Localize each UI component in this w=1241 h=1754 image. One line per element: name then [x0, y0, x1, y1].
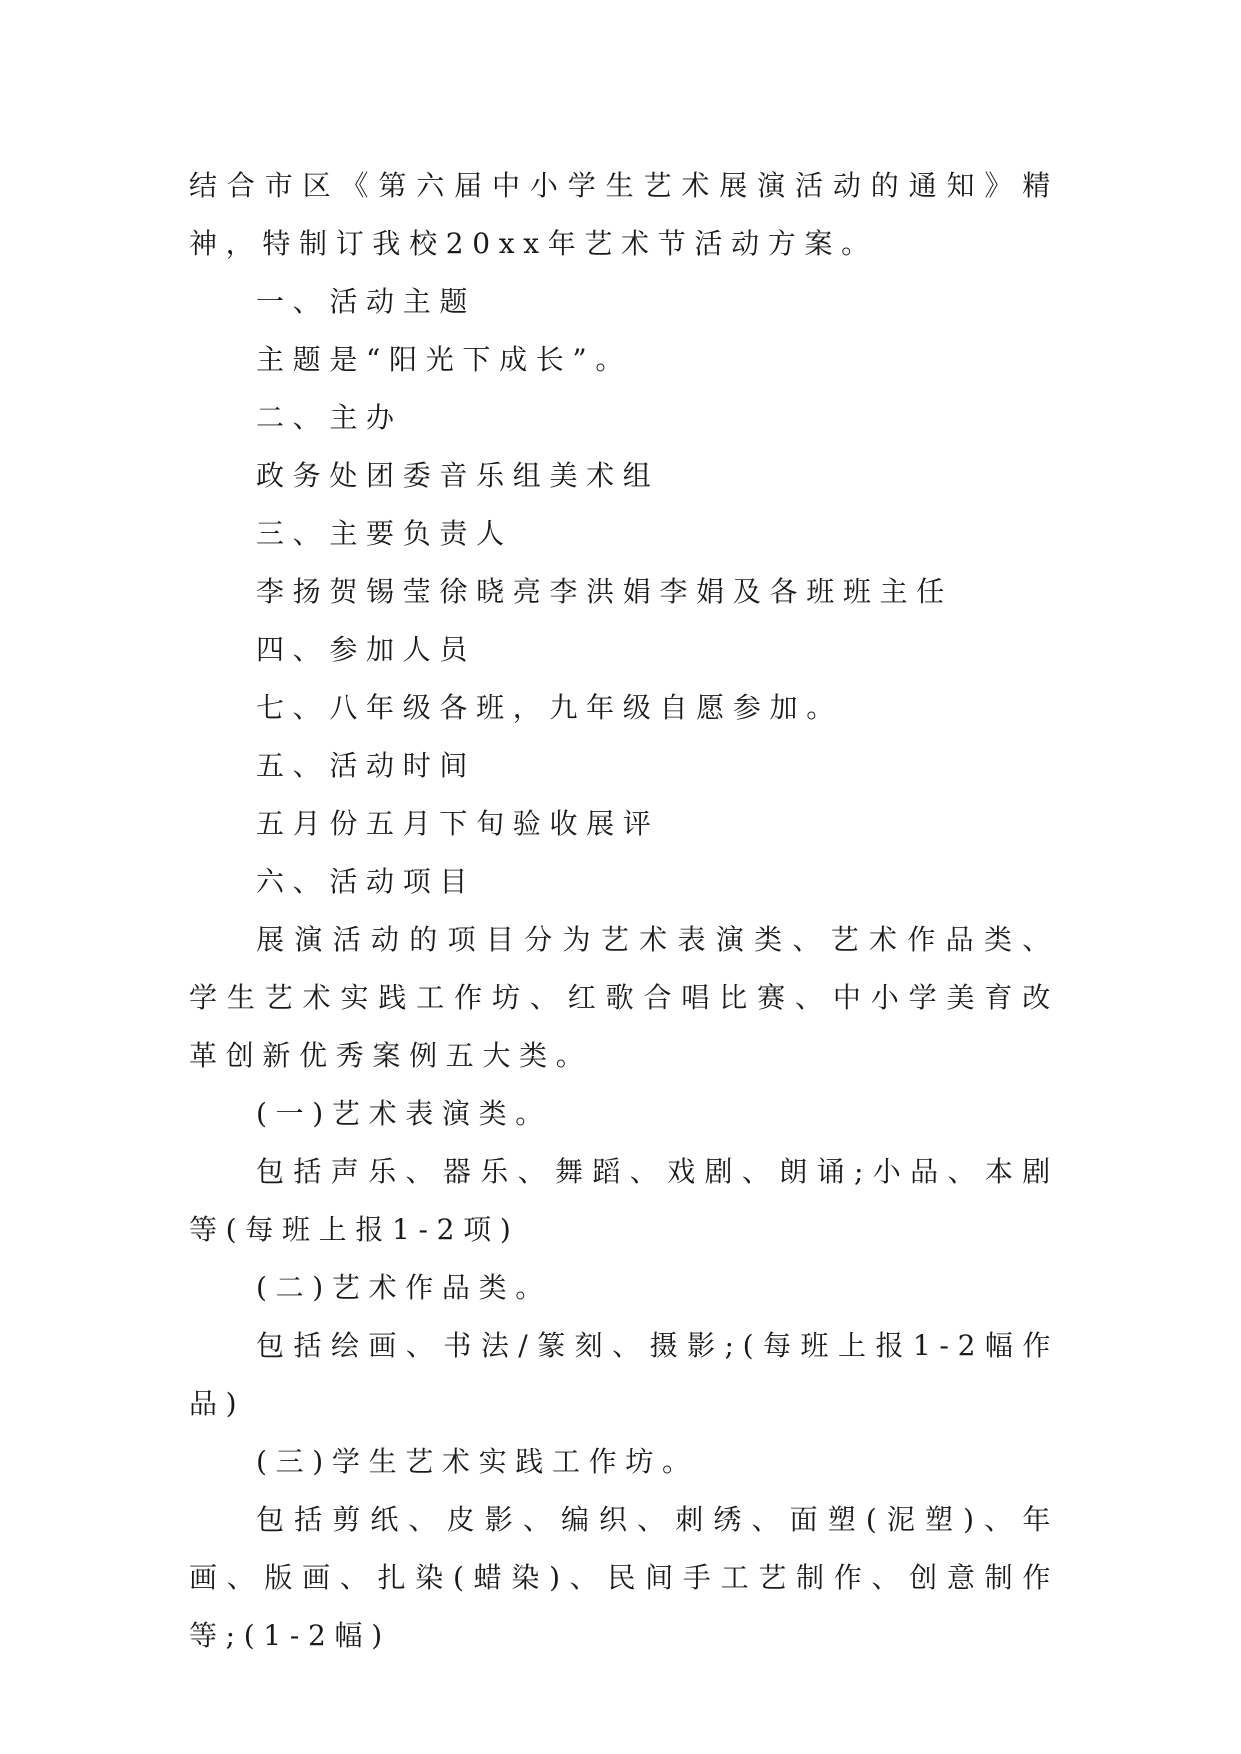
paragraph-responsible: 李扬贺锡莹徐晓亮李洪娟李娟及各班班主任	[256, 575, 953, 608]
paragraph-workshop: 包括剪纸、皮影、编织、刺绣、面塑(泥塑)、年画、版画、扎染(蜡染)、民间手工艺制作、创意制作等;(1-2幅)	[189, 1503, 1059, 1652]
subheading-workshop: (三)学生艺术实践工作坊。	[256, 1445, 699, 1478]
paragraph-artworks: 包括绘画、书法/篆刻、摄影;(每班上报1-2幅作品)	[189, 1329, 1059, 1420]
paragraph-intro: 结合市区《第六届中小学生艺术展演活动的通知》精神，特制订我校20xx年艺术节活动方案。	[189, 169, 1059, 260]
paragraph-activity-time: 五月份五月下旬验收展评	[256, 807, 660, 840]
heading-participants: 四、参加人员	[256, 633, 477, 666]
paragraph-organizer: 政务处团委音乐组美术组	[256, 459, 660, 492]
document-body	[189, 157, 1059, 1665]
subheading-performance: (一)艺术表演类。	[256, 1097, 552, 1130]
heading-activity-time: 五、活动时间	[256, 749, 477, 782]
paragraph-theme: 主题是“阳光下成长”。	[256, 343, 633, 376]
heading-organizer: 二、主办	[256, 401, 403, 434]
paragraph-activity-items: 展演活动的项目分为艺术表演类、艺术作品类、学生艺术实践工作坊、红歌合唱比赛、中小学美育改革创新优秀案例五大类。	[189, 923, 1059, 1072]
heading-responsible: 三、主要负责人	[256, 517, 513, 550]
subheading-artworks: (二)艺术作品类。	[256, 1271, 552, 1304]
paragraph-participants: 七、八年级各班，九年级自愿参加。	[256, 691, 843, 724]
heading-activity-items: 六、活动项目	[256, 865, 477, 898]
paragraph-performance: 包括声乐、器乐、舞蹈、戏剧、朗诵;小品、本剧等(每班上报1-2项)	[189, 1155, 1059, 1246]
heading-activity-theme: 一、活动主题	[256, 285, 477, 318]
